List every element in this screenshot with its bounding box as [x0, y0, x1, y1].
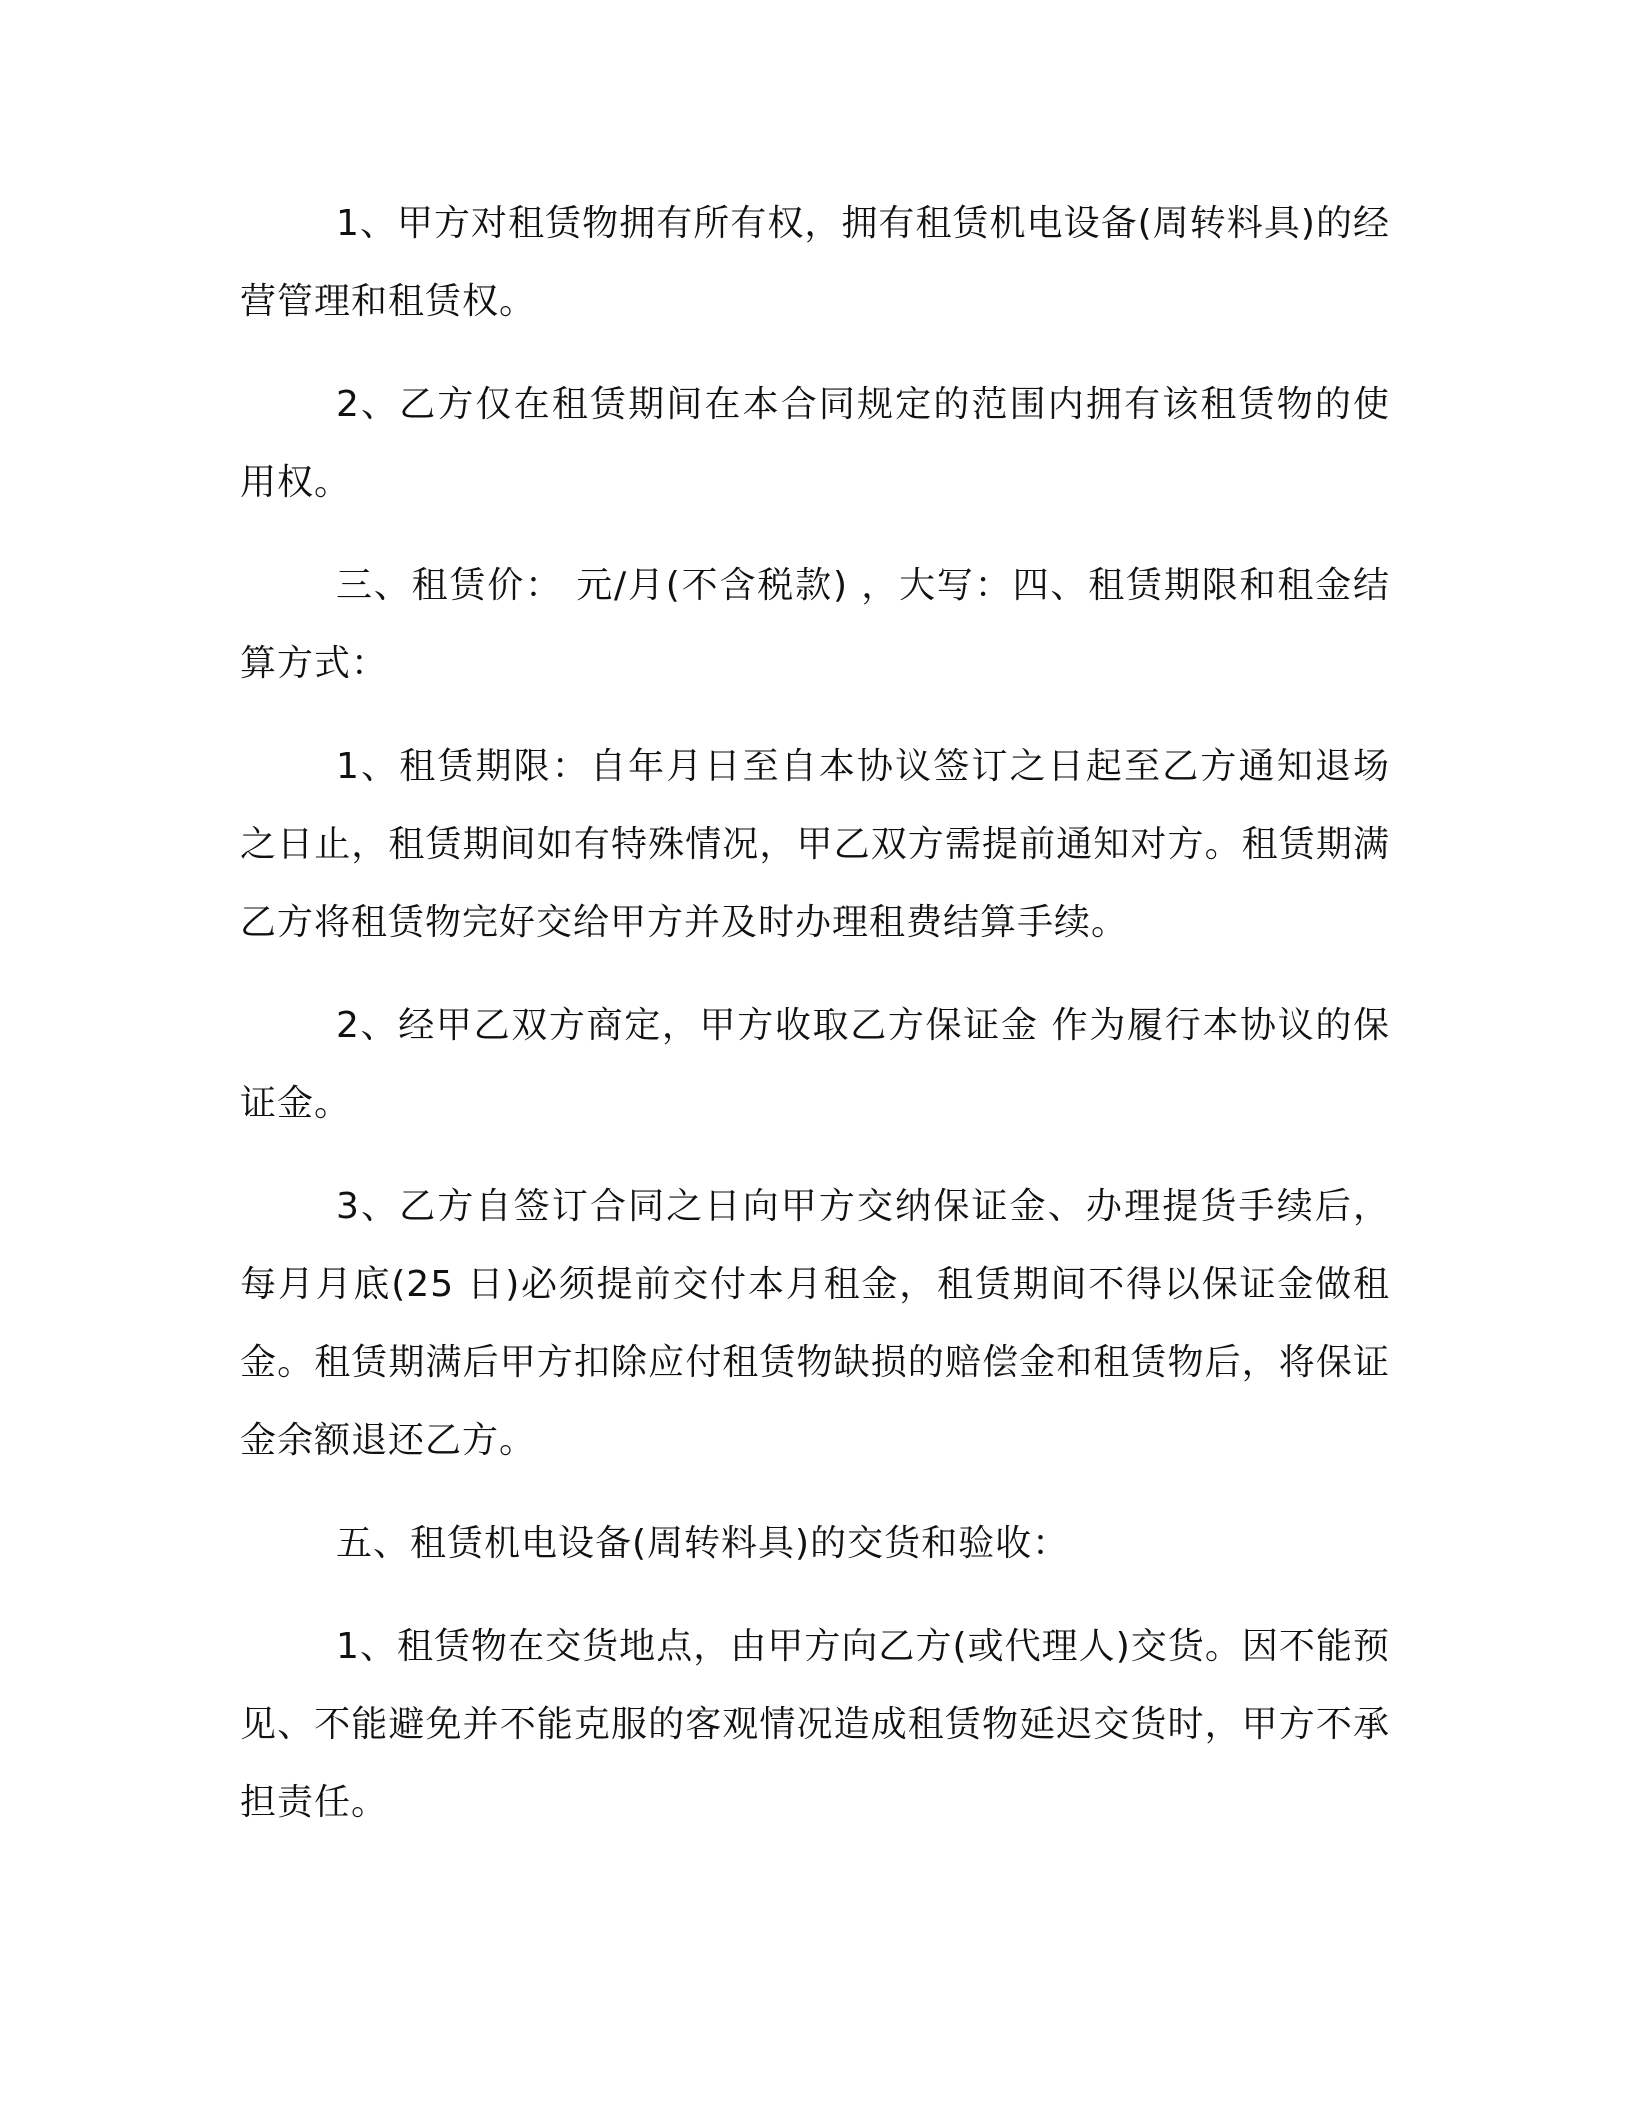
paragraph-delivery: 1、租赁物在交货地点，由甲方向乙方(或代理人)交货。因不能预见、不能避免并不能克服的客观情况造成租赁物延迟交货时，甲方不承担责任。	[240, 1626, 1390, 1823]
paragraph-rental-price: 三、租赁价： 元/月(不含税款) ，大写：四、租赁期限和租金结算方式：	[240, 565, 1390, 684]
document-page	[240, 185, 1390, 1867]
paragraph-rental-term: 1、租赁期限：自年月日至自本协议签订之日起至乙方通知退场之日止，租赁期间如有特殊情况，甲乙双方需提前通知对方。租赁期满乙方将租赁物完好交给甲方并及时办理租费结算手续。	[240, 746, 1390, 943]
paragraph-deposit: 2、经甲乙双方商定，甲方收取乙方保证金 作为履行本协议的保证金。	[240, 1005, 1390, 1124]
paragraph-usage-right: 2、乙方仅在租赁期间在本合同规定的范围内拥有该租赁物的使用权。	[240, 384, 1390, 503]
section-heading-delivery: 五、租赁机电设备(周转料具)的交货和验收：	[336, 1523, 1070, 1564]
paragraph-monthly-payment: 3、乙方自签订合同之日向甲方交纳保证金、办理提货手续后，每月月底(25 日)必须提前交付本月租金，租赁期间不得以保证金做租金。租赁期满后甲方扣除应付租赁物缺损的赔偿金和租赁物后，将保证金余额退还乙方。	[240, 1186, 1390, 1461]
paragraph-ownership: 1、甲方对租赁物拥有所有权，拥有租赁机电设备(周转料具)的经营管理和租赁权。	[240, 203, 1390, 322]
